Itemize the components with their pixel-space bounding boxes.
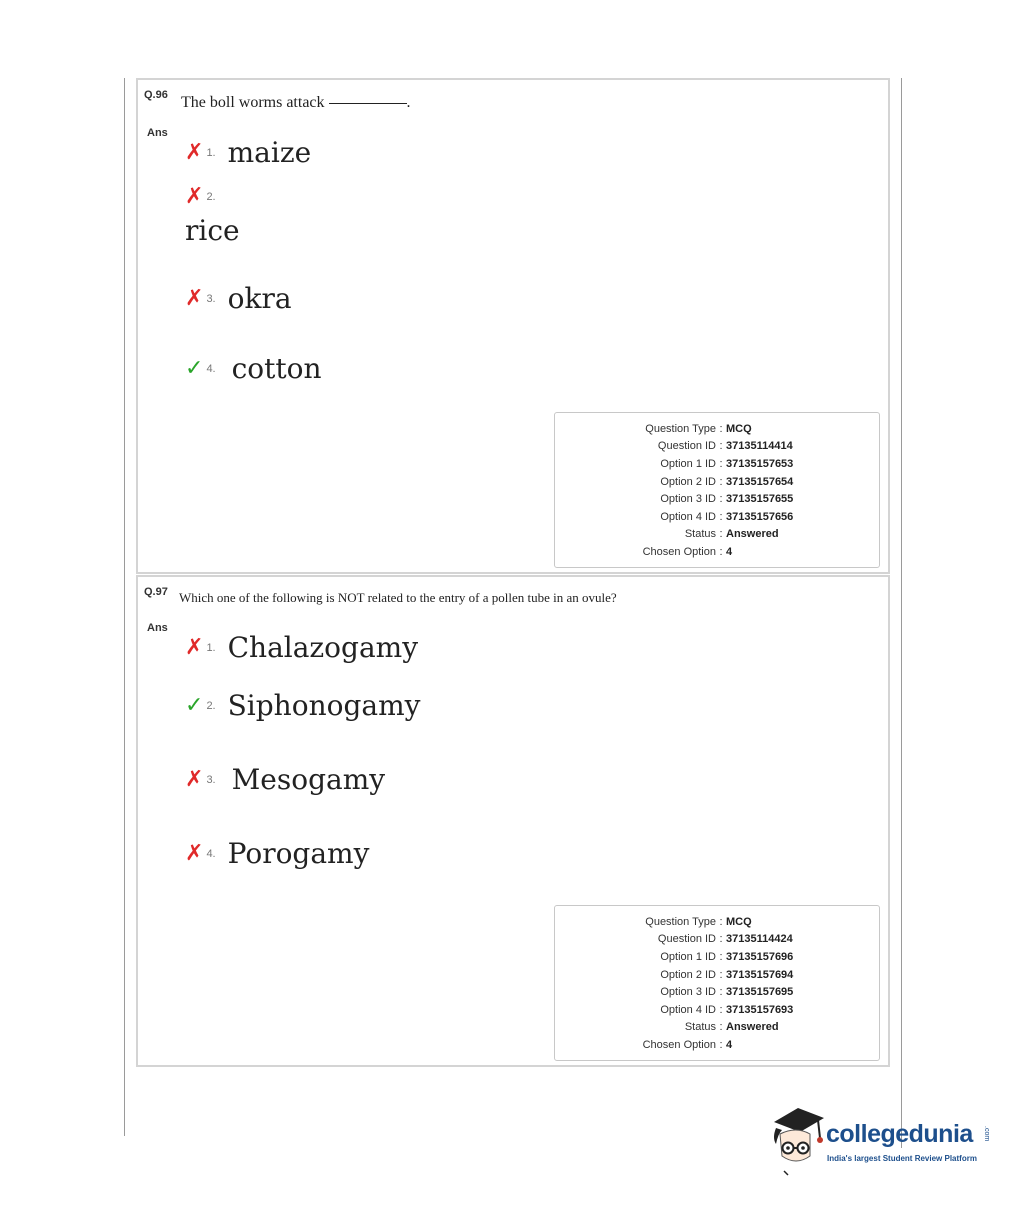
info-row-question-id: Question ID : 37135114414	[657, 440, 793, 453]
cross-icon: ✗	[185, 766, 204, 792]
info-row-question-id: Question ID : 37135114424	[657, 933, 793, 946]
question-number: Q.97	[144, 586, 168, 598]
option-3	[185, 282, 292, 315]
option-text: Porogamy	[227, 837, 370, 870]
option-number: 3.	[206, 292, 216, 305]
option-3	[185, 763, 385, 796]
info-row-option-4-id: Option 4 ID : 37135157693	[660, 1003, 794, 1016]
option-number: 4.	[206, 362, 216, 375]
info-row-option-2-id: Option 2 ID : 37135157694	[660, 968, 794, 981]
logo-tagline: India's largest Student Review Platform	[827, 1154, 977, 1163]
question-info-panel	[554, 905, 880, 1061]
info-row-status: Status : Answered	[684, 1021, 779, 1034]
question-card-97	[136, 575, 890, 1067]
info-row-chosen-option: Chosen Option : 4	[642, 545, 733, 558]
info-row-option-3-id: Option 3 ID : 37135157655	[660, 493, 794, 506]
option-number: 1.	[206, 641, 216, 654]
option-1	[185, 631, 418, 664]
info-row-chosen-option: Chosen Option : 4	[642, 1038, 733, 1051]
logo-wordmark: collegedunia	[826, 1120, 973, 1148]
option-text: Chalazogamy	[227, 631, 419, 664]
option-text: maize	[227, 136, 312, 169]
option-4	[185, 837, 369, 870]
answer-blank	[329, 103, 407, 104]
option-number: 2.	[206, 699, 216, 712]
info-row-option-2-id: Option 2 ID : 37135157654	[660, 475, 794, 488]
cross-icon: ✗	[185, 139, 204, 165]
option-number: 4.	[206, 847, 216, 860]
option-text: cotton	[231, 352, 322, 385]
question-info-panel	[554, 412, 880, 568]
collegedunia-logo	[768, 1104, 1008, 1176]
option-2	[185, 186, 228, 208]
question-text: Which one of the following is NOT related to the entry of a pollen tube in an ovule?	[179, 590, 617, 605]
info-row-option-3-id: Option 3 ID : 37135157695	[660, 986, 794, 999]
option-1	[185, 136, 311, 169]
info-row-option-4-id: Option 4 ID : 37135157656	[660, 510, 794, 523]
option-2	[185, 689, 420, 722]
info-row-question-type: Question Type : MCQ	[645, 915, 752, 928]
option-text: Mesogamy	[231, 763, 386, 796]
option-text: rice	[185, 214, 240, 247]
question-number: Q.96	[144, 89, 168, 101]
cross-icon: ✗	[185, 634, 204, 660]
answer-label: Ans	[147, 127, 168, 139]
question-card-96	[136, 78, 890, 574]
option-number: 1.	[206, 146, 216, 159]
option-text: okra	[227, 282, 292, 315]
option-number: 3.	[206, 773, 216, 786]
option-text: Siphonogamy	[227, 689, 421, 722]
info-row-question-type: Question Type : MCQ	[645, 422, 752, 435]
option-number: 2.	[206, 191, 216, 203]
info-row-option-1-id: Option 1 ID : 37135157653	[660, 457, 794, 470]
question-text: The boll worms attack .	[181, 94, 411, 111]
page-right-rule	[901, 78, 902, 1148]
mascot-icon	[768, 1104, 826, 1176]
option-4	[185, 352, 322, 385]
cross-icon: ✗	[185, 285, 204, 311]
check-icon: ✓	[185, 692, 204, 718]
answer-label: Ans	[147, 622, 168, 634]
info-row-option-1-id: Option 1 ID : 37135157696	[660, 950, 794, 963]
logo-domain-suffix: .com	[983, 1126, 990, 1142]
page-left-rule	[124, 78, 125, 1136]
info-row-status: Status : Answered	[684, 528, 779, 541]
check-icon: ✓	[185, 355, 204, 381]
cross-icon: ✗	[185, 184, 204, 209]
cross-icon: ✗	[185, 840, 204, 866]
